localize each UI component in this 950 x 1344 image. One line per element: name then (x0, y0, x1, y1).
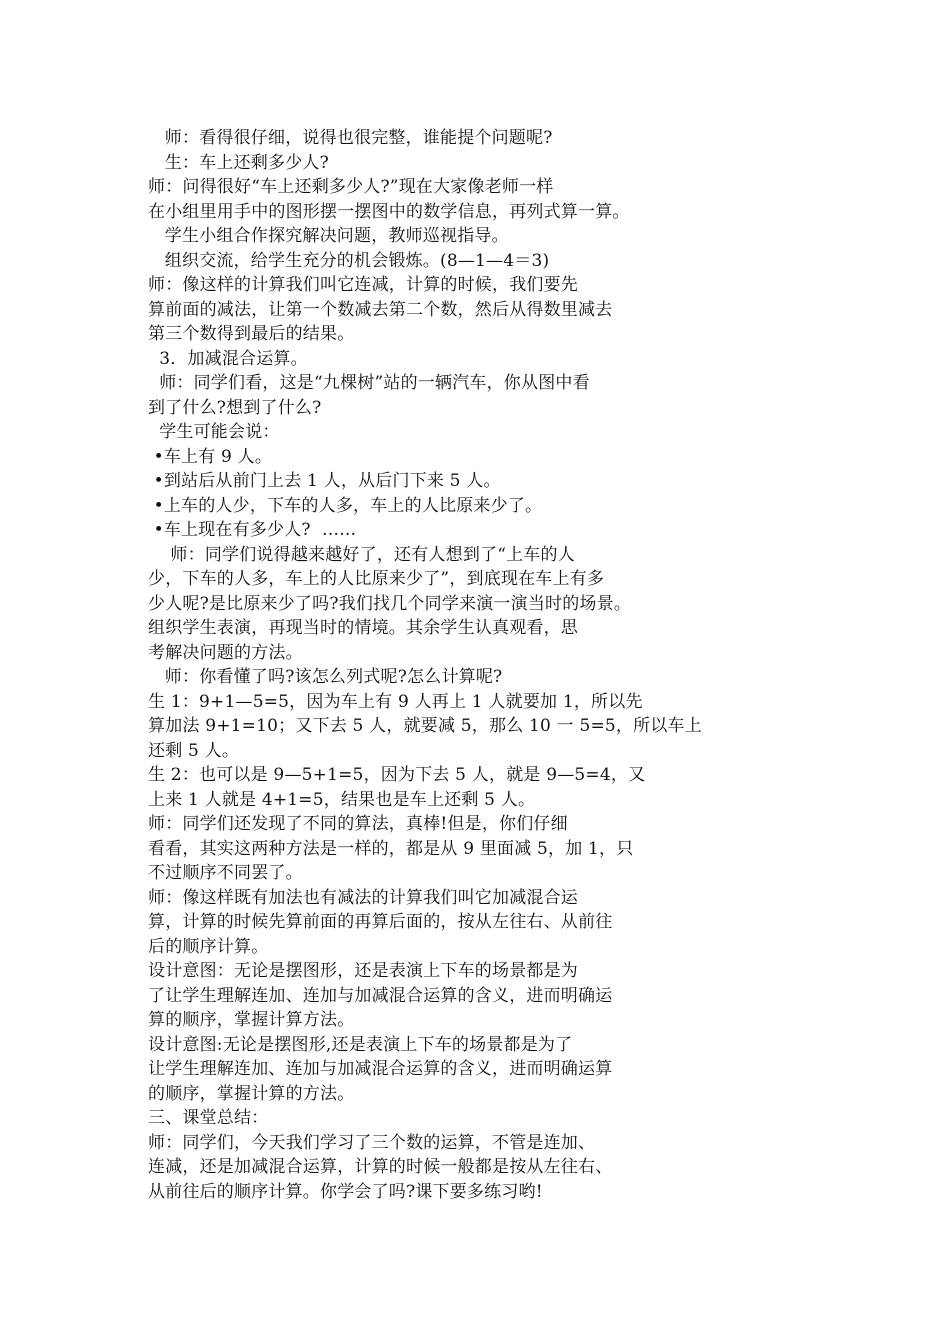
text-line: 设计意图：无论是摆图形，还是表演上下车的场景都是为 (148, 961, 578, 981)
text-line: 上来 1 人就是 4+1=5，结果也是车上还剩 5 人。 (148, 789, 536, 810)
text-line: 算加法 9+1=10；又下去 5 人，就要减 5，那么 10 一 5=5，所以车上 (148, 716, 702, 736)
section-heading: 三、课堂总结： (148, 1108, 269, 1128)
text-line: 从前往后的顺序计算。你学会了吗?课下要多练习哟! (148, 1181, 543, 1202)
text-line: 师：像这样既有加法也有减法的计算我们叫它加减混合运 (148, 887, 578, 908)
text-line: 在小组里用手中的图形摆一摆图中的数学信息，再列式算一算。 (148, 201, 630, 222)
text-line: 生 2：也可以是 9—5+1=5，因为下去 5 人，就是 9—5=4，又 (148, 765, 646, 785)
text-line: 组织学生表演，再现当时的情境。其余学生认真观看，思 (148, 618, 578, 638)
text-line: 后的顺序计算。 (148, 936, 269, 957)
text-line: 了让学生理解连加、连加与加减混合运算的含义，进而明确运 (148, 985, 613, 1006)
bullet-line: •上车的人少，下车的人多，车上的人比原来少了。 (148, 495, 543, 516)
text-line: 组织交流，给学生充分的机会锻炼。(8—1—4＝3) (148, 250, 550, 271)
text-line: 师：同学们，今天我们学习了三个数的运算，不管是连加、 (148, 1132, 596, 1153)
text-line: 算，计算的时候先算前面的再算后面的，按从左往右、从前往 (148, 912, 613, 932)
document-body (148, 126, 888, 1204)
bullet-line: •车上有 9 人。 (148, 446, 273, 467)
text-line: 少，下车的人多，车上的人比原来少了”，到底现在车上有多 (148, 569, 605, 589)
text-line: 到了什么?想到了什么? (148, 397, 322, 418)
text-line: 师：看得很仔细，说得也很完整，谁能提个问题呢? (148, 128, 553, 148)
text-line: 生 1：9+1—5=5，因为车上有 9 人再上 1 人就要加 1，所以先 (148, 691, 643, 712)
text-line: 师：像这样的计算我们叫它连减，计算的时候，我们要先 (148, 275, 578, 295)
text-line: 考解决问题的方法。 (148, 642, 303, 663)
text-line: 看看，其实这两种方法是一样的，都是从 9 里面减 5，加 1，只 (148, 838, 634, 859)
text-line: 师：你看懂了吗?该怎么列式呢?怎么计算呢? (148, 667, 503, 687)
text-line: 算前面的减法，让第一个数减去第二个数，然后从得数里减去 (148, 299, 613, 320)
text-line: 师：问得很好“车上还剩多少人?”现在大家像老师一样 (148, 177, 554, 197)
text-line: 的顺序，掌握计算的方法。 (148, 1083, 355, 1104)
text-line: 还剩 5 人。 (148, 740, 240, 761)
text-line: 少人呢?是比原来少了吗?我们找几个同学来演一演当时的场景。 (148, 593, 632, 614)
text-line: 设计意图:无论是摆图形,还是表演上下车的场景都是为了 (148, 1034, 573, 1055)
text-line: 3．加减混合运算。 (148, 348, 308, 369)
text-line: 师：同学们说得越来越好了，还有人想到了“上车的人 (148, 544, 575, 565)
bullet-line: •到站后从前门上去 1 人，从后门下来 5 人。 (148, 471, 501, 491)
text-line: 不过顺序不同罢了。 (148, 863, 303, 883)
text-line: 算的顺序，掌握计算方法。 (148, 1010, 355, 1030)
text-line: 师：同学们看，这是“九棵树”站的一辆汽车，你从图中看 (148, 373, 590, 393)
bullet-line: •车上现在有多少人? …… (148, 520, 357, 540)
text-line: 生：车上还剩多少人? (148, 152, 329, 173)
text-line: 学生小组合作探究解决问题，教师巡视指导。 (148, 226, 509, 246)
text-line: 师：同学们还发现了不同的算法，真棒!但是，你们仔细 (148, 814, 568, 834)
text-line: 连减，还是加减混合运算，计算的时候一般都是按从左往右、 (148, 1157, 613, 1177)
text-line: 让学生理解连加、连加与加减混合运算的含义，进而明确运算 (148, 1059, 613, 1079)
text-line: 第三个数得到最后的结果。 (148, 324, 355, 344)
text-line: 学生可能会说： (148, 422, 280, 442)
